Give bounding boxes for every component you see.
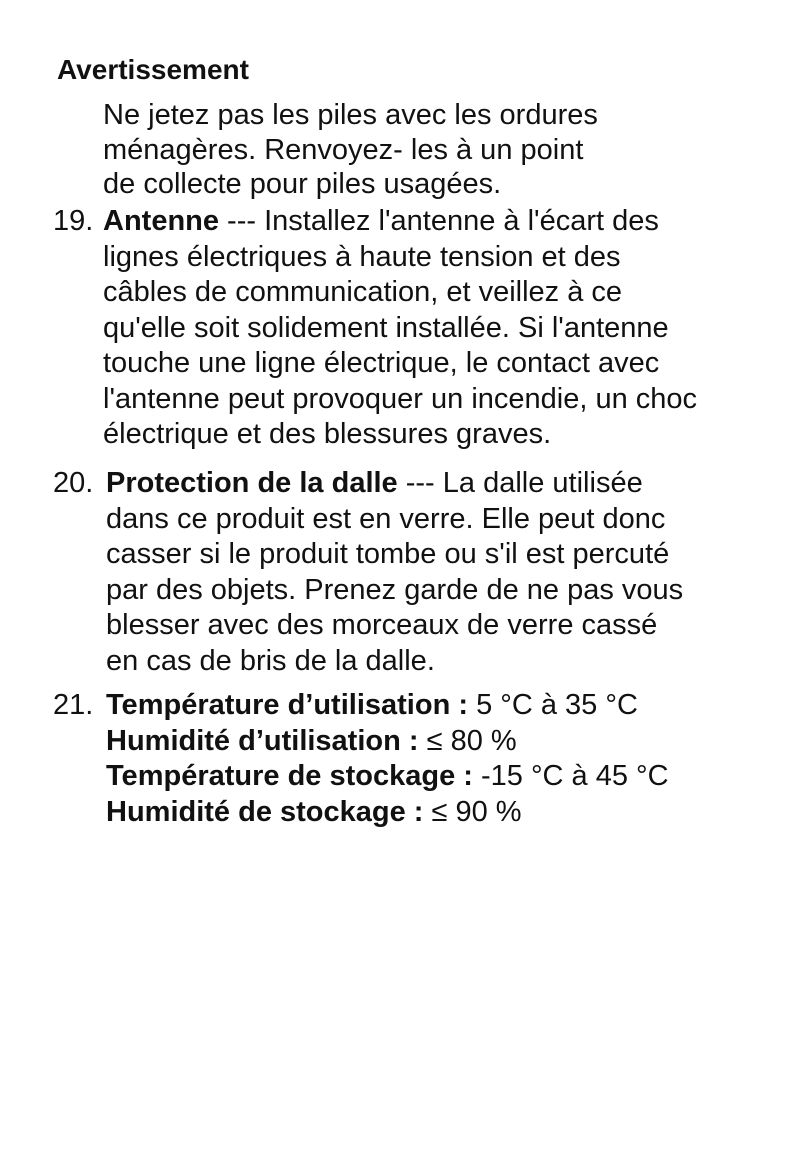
- item-first-line: [103, 204, 697, 240]
- item-heading: Antenne: [103, 205, 219, 237]
- item-line: casser si le produit tombe ou s'il est percuté: [106, 538, 670, 570]
- warning-paragraph: [103, 98, 598, 202]
- item-text: La dalle utilisée: [442, 467, 643, 499]
- item-number: 20.: [53, 467, 94, 499]
- spec-label: Humidité d’utilisation :: [106, 724, 427, 757]
- item-line: blesser avec des morceaux de verre cassé: [106, 609, 658, 641]
- spec-label: Température de stockage :: [106, 760, 481, 792]
- item-line: électrique et des blessures graves.: [103, 418, 552, 450]
- item-first-line: [106, 466, 683, 502]
- item-number: 21.: [53, 689, 94, 721]
- warning-line: ménagères. Renvoyez- les à un point: [103, 133, 584, 166]
- spec-label: Température d’utilisation :: [106, 689, 477, 721]
- item-line: l'antenne peut provoquer un incendie, un choc: [103, 382, 698, 415]
- warning-title: Avertissement: [57, 54, 249, 85]
- spec-value: -15 °C à 45 °C: [480, 760, 669, 792]
- spec-value: ≤ 90 %: [431, 795, 522, 828]
- item-line: câbles de communication, et veillez à ce: [103, 276, 623, 308]
- item-line: par des objets. Prenez garde de ne pas vous: [106, 573, 684, 606]
- spec-storage-humidity: [106, 795, 669, 831]
- item-number: 19.: [53, 205, 94, 237]
- item-line: touche une ligne électrique, le contact avec: [103, 347, 660, 379]
- item-content: [103, 204, 697, 453]
- item-line: lignes électriques à haute tension et des: [103, 240, 621, 273]
- item-line: en cas de bris de la dalle.: [106, 644, 435, 677]
- spec-operating-humidity: [106, 724, 669, 760]
- item-separator: ---: [397, 467, 443, 499]
- warning-line: Ne jetez pas les piles avec les ordures: [103, 99, 598, 131]
- spec-storage-temperature: [106, 759, 669, 795]
- spec-value: ≤ 80 %: [426, 724, 517, 757]
- spec-operating-temperature: [106, 688, 669, 724]
- item-heading: Protection de la dalle: [106, 467, 398, 499]
- item-separator: ---: [219, 205, 265, 237]
- item-line: qu'elle soit solidement installée. Si l'antenne: [103, 311, 669, 344]
- item-text: Installez l'antenne à l'écart des: [264, 205, 659, 237]
- spec-value: 5 °C à 35 °C: [476, 689, 638, 721]
- spec-label: Humidité de stockage :: [106, 795, 432, 828]
- item-line: dans ce produit est en verre. Elle peut donc: [106, 502, 666, 535]
- item-content: [106, 466, 683, 679]
- warning-line: de collecte pour piles usagées.: [103, 168, 502, 200]
- spec-list: [106, 688, 669, 830]
